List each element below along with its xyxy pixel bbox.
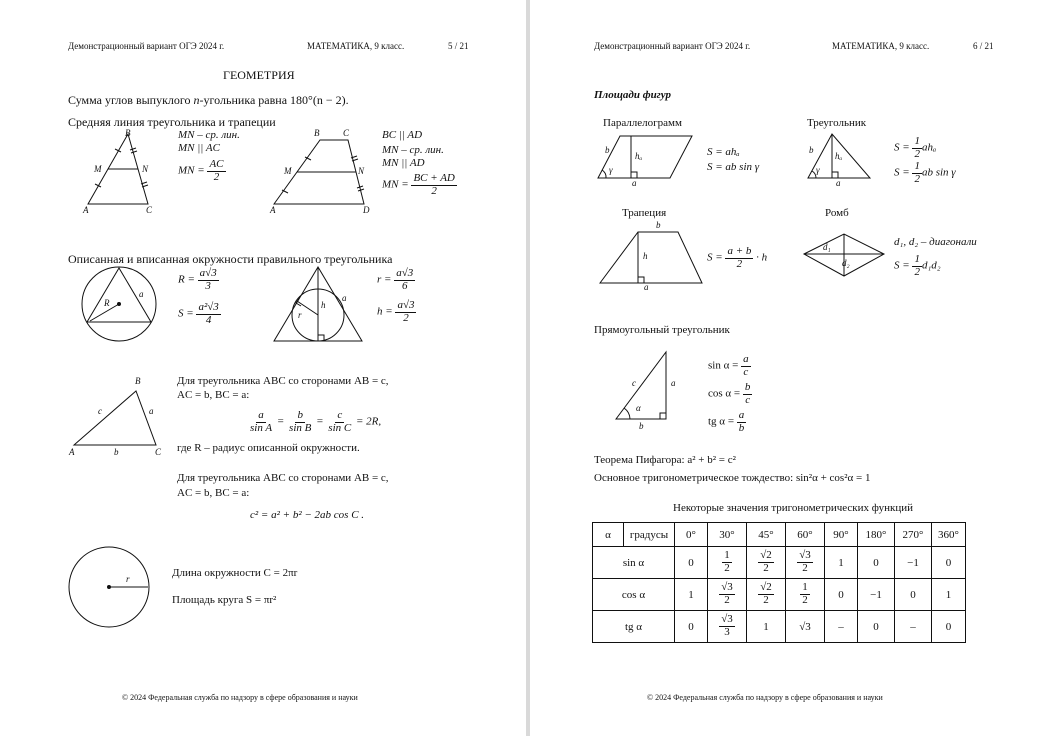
table-cell: 30° xyxy=(708,523,747,547)
trapezoid-formula-2: MN – ср. лин. xyxy=(382,144,444,156)
right-triangle-figure xyxy=(614,350,674,422)
table-cell: 0 xyxy=(858,611,895,643)
table-cell: 0 xyxy=(895,579,932,611)
sine-law-intro-1: Для треугольника ABC со сторонами AB = c, xyxy=(177,375,389,387)
label-A: A xyxy=(270,205,276,215)
table-header-row xyxy=(593,523,966,547)
cosine-law-formula: c² = a² + b² − 2ab cos C . xyxy=(250,509,365,521)
circle-figure xyxy=(68,546,152,630)
table-cell: $\frac{√2}{2}$ xyxy=(747,547,786,579)
rt-alpha: α xyxy=(636,403,641,413)
trig-values-table xyxy=(592,522,966,643)
circumscribed-circle-figure xyxy=(80,266,160,346)
table-cell: 1 xyxy=(747,611,786,643)
table-cell: −1 xyxy=(858,579,895,611)
label-C: C xyxy=(343,128,350,138)
rhombus-d1: d₁ xyxy=(823,242,831,252)
trapezoid-formula-4: MN = $\frac{BC + AD}{2}$ xyxy=(382,172,455,197)
table-cell: 360° xyxy=(932,523,966,547)
rt-c: c xyxy=(632,378,636,388)
table-cell: 180° xyxy=(858,523,895,547)
sine-law-triangle-figure xyxy=(70,385,170,455)
trap-h: h xyxy=(643,251,648,261)
table-cell: 1 xyxy=(825,547,858,579)
polygon-angle-sum: Сумма углов выпуклого n-угольника равна 180°(n − 2). xyxy=(68,93,349,107)
param-h: hₐ xyxy=(635,151,643,161)
trap-b: b xyxy=(656,220,661,230)
circle-area: Площадь круга S = πr² xyxy=(172,594,277,606)
cos-definition: cos α = $\frac{b}{c}$ xyxy=(708,381,751,406)
side-a-label-2: a xyxy=(342,293,347,303)
circle-length: Длина окружности C = 2πr xyxy=(172,567,298,579)
vertex-B: B xyxy=(135,376,141,386)
trapezoid-area-figure xyxy=(598,230,708,286)
rt-a: a xyxy=(671,378,676,388)
triangle-formula-1: S = $\frac{1}{2}$ ahₐ xyxy=(894,135,937,160)
radius-R-label: R xyxy=(104,298,110,308)
radius-note: где R – радиус описанной окружности. xyxy=(177,442,360,454)
table-cell: α xyxy=(593,523,624,547)
rhombus-title: Ромб xyxy=(825,207,849,219)
header-subject: МАТЕМАТИКА, 9 класс. xyxy=(832,41,930,51)
table-cell: 270° xyxy=(895,523,932,547)
table-cell: sin α xyxy=(593,547,675,579)
triangle-formula-2: MN || AC xyxy=(178,142,220,154)
tg-definition: tg α = $\frac{a}{b}$ xyxy=(708,409,745,434)
rhombus-d2: d₂ xyxy=(842,258,850,268)
rt-b: b xyxy=(639,421,644,431)
vertex-A: A xyxy=(69,447,75,457)
table-cell: 0 xyxy=(675,611,708,643)
page-6 xyxy=(530,0,1051,736)
table-cell: $\frac{√2}{2}$ xyxy=(747,579,786,611)
triangle-formula-2: S = $\frac{1}{2}$ ab sin γ xyxy=(894,160,956,185)
label-A: A xyxy=(83,205,89,215)
label-N: N xyxy=(358,166,365,176)
tri-gamma: γ xyxy=(816,165,820,175)
table-cell: градусы xyxy=(624,523,675,547)
table-row xyxy=(593,547,966,579)
sin-definition: sin α = $\frac{a}{c}$ xyxy=(708,353,749,378)
table-cell: 0 xyxy=(932,611,966,643)
table-cell: $\frac{√3}{2}$ xyxy=(786,547,825,579)
param-b: b xyxy=(605,145,610,155)
r-formula: r = $\frac{a√3}{6}$ xyxy=(377,267,414,292)
parallelogram-title: Параллелограмм xyxy=(603,117,682,129)
triangle-formula-1: MN – ср. лин. xyxy=(178,129,240,141)
areas-title: Площади фигур xyxy=(594,89,671,101)
param-gamma: γ xyxy=(609,165,613,175)
table-cell: – xyxy=(895,611,932,643)
table-cell: tg α xyxy=(593,611,675,643)
side-c: c xyxy=(98,406,102,416)
table-cell: √3 xyxy=(786,611,825,643)
table-row xyxy=(593,579,966,611)
R-formula: R = $\frac{a√3}{3}$ xyxy=(178,267,217,292)
sine-law-intro-2: AC = b, BC = a: xyxy=(177,389,250,401)
table-cell: 0 xyxy=(932,547,966,579)
table-cell: cos α xyxy=(593,579,675,611)
circle-radius-label: r xyxy=(126,574,130,584)
side-a: a xyxy=(149,406,154,416)
table-cell: −1 xyxy=(895,547,932,579)
label-B: B xyxy=(314,128,320,138)
height-h-label: h xyxy=(321,300,326,310)
table-cell: 60° xyxy=(786,523,825,547)
tri-h: hₐ xyxy=(835,151,843,161)
table-cell: 0 xyxy=(675,547,708,579)
header-left: Демонстрационный вариант ОГЭ 2024 г. xyxy=(68,41,225,51)
table-row xyxy=(593,611,966,643)
trapezoid-formula-3: MN || AD xyxy=(382,157,425,169)
page-number: 6 / 21 xyxy=(973,41,994,51)
table-cell: $\frac{√3}{2}$ xyxy=(708,579,747,611)
parallelogram-formula-1: S = ahₐ xyxy=(707,146,740,158)
label-M: M xyxy=(94,164,102,174)
triangle-title: Треугольник xyxy=(807,117,867,129)
trapezoid-title: Трапеция xyxy=(622,207,667,219)
param-a: a xyxy=(632,178,637,188)
table-cell: $\frac{1}{2}$ xyxy=(786,579,825,611)
triangle-formula-3: MN = $\frac{AC}{2}$ xyxy=(178,158,224,183)
S-formula: S = $\frac{\text{a²√3}}{4}$ xyxy=(178,301,219,326)
trapezoid-formula: S = $\frac{a + b}{2}$ · h xyxy=(707,245,768,270)
inradius-r-label: r xyxy=(298,310,302,320)
rhombus-formula: S = $\frac{1}{2}$ d₁d₂ xyxy=(894,253,941,278)
table-cell: 1 xyxy=(675,579,708,611)
table-cell: 0 xyxy=(858,547,895,579)
pythagorean-theorem: Теорема Пифагора: a² + b² = c² xyxy=(594,454,736,466)
table-cell: 0° xyxy=(675,523,708,547)
table-cell: $\frac{√3}{3}$ xyxy=(708,611,747,643)
trapezoid-formula-1: BC || AD xyxy=(382,129,423,141)
inscribed-circle-figure xyxy=(270,264,370,344)
table-cell: 90° xyxy=(825,523,858,547)
header-left: Демонстрационный вариант ОГЭ 2024 г. xyxy=(594,41,751,51)
cosine-law-intro-1: Для треугольника ABC со сторонами AB = c, xyxy=(177,472,389,484)
rhombus-diagonals: d₁, d₂ – диагонали xyxy=(894,236,977,248)
vertex-C: C xyxy=(155,447,162,457)
trig-identity: Основное тригонометрическое тождество: sin²α + cos²α = 1 xyxy=(594,472,871,484)
side-a-label: a xyxy=(139,289,144,299)
tri-b: b xyxy=(809,145,814,155)
parallelogram-figure xyxy=(598,134,698,180)
copyright-footer: © 2024 Федеральная служба по надзору в сфере образования и науки xyxy=(122,693,358,702)
label-B: B xyxy=(125,128,131,138)
section-title: ГЕОМЕТРИЯ xyxy=(223,68,295,82)
table-cell: 1 xyxy=(932,579,966,611)
copyright-footer: © 2024 Федеральная служба по надзору в сфере образования и науки xyxy=(647,693,883,702)
label-N: N xyxy=(142,164,149,174)
table-cell: $\frac{1}{2}$ xyxy=(708,547,747,579)
right-triangle-title: Прямоугольный треугольник xyxy=(594,324,730,336)
side-b: b xyxy=(114,447,119,457)
table-cell: – xyxy=(825,611,858,643)
table-cell: 45° xyxy=(747,523,786,547)
trap-a: a xyxy=(644,282,649,292)
table-cell: 0 xyxy=(825,579,858,611)
circles-heading: Описанная и вписанная окружности правильного треугольника xyxy=(68,252,393,266)
parallelogram-formula-2: S = ab sin γ xyxy=(707,161,760,173)
tri-a: a xyxy=(836,178,841,188)
page-number: 5 / 21 xyxy=(448,41,469,51)
label-M: M xyxy=(284,166,292,176)
sine-law-formula: $\frac{a}{\text{sin A}}$ = $\frac{b}{\text{sin B}}$ = $\frac{c}{\text{sin C}}$ = 2R, xyxy=(250,409,382,434)
midline-heading: Средняя линия треугольника и трапеции xyxy=(68,115,276,129)
rhombus-figure xyxy=(802,232,892,278)
h-formula: h = $\frac{a√3}{2}$ xyxy=(377,299,415,324)
label-C: C xyxy=(146,205,153,215)
cosine-law-intro-2: AC = b, BC = a: xyxy=(177,487,250,499)
trig-table-title: Некоторые значения тригонометрических функций xyxy=(673,502,914,514)
label-D: D xyxy=(363,205,370,215)
header-subject: МАТЕМАТИКА, 9 класс. xyxy=(307,41,405,51)
